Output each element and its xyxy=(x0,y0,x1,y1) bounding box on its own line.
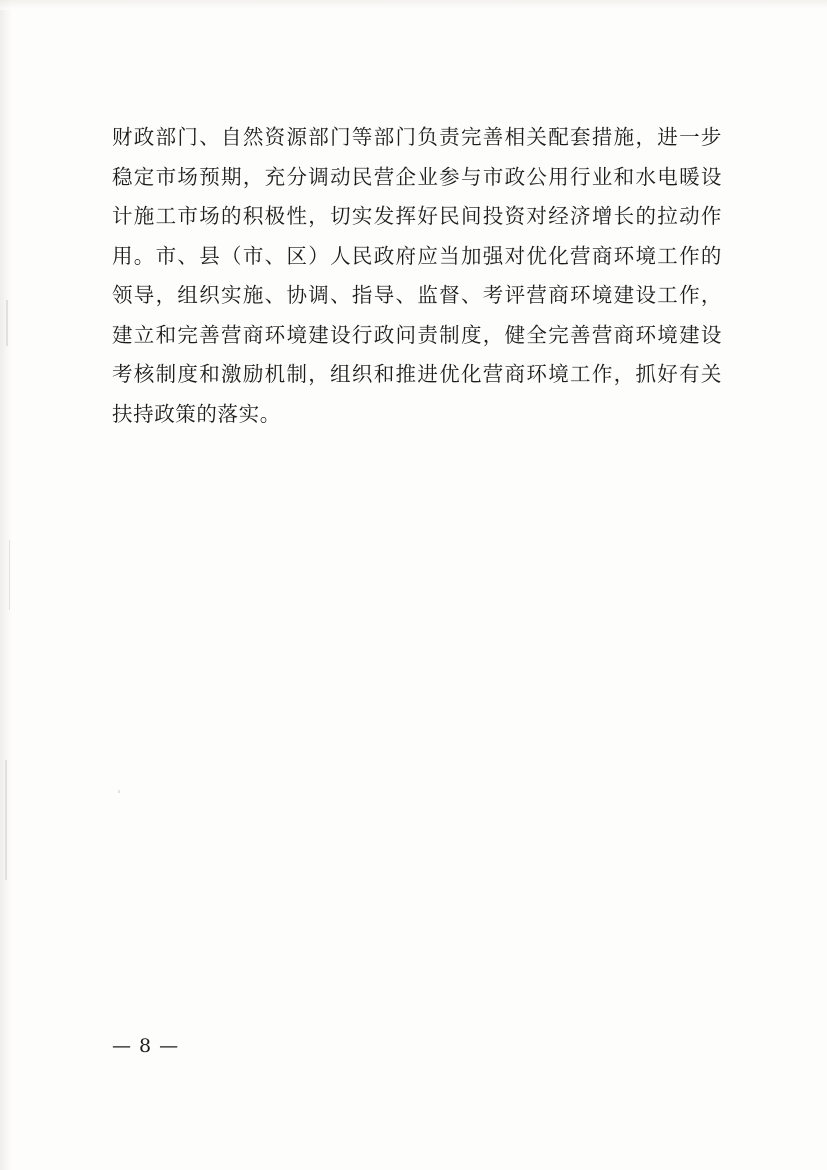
page-number: — 8 — xyxy=(112,1035,180,1057)
body-line: 稳定市场预期，充分调动民营企业参与市政公用行业和水电暖设 xyxy=(112,164,722,189)
body-line: 建立和完善营商环境建设行政问责制度，健全完善营商环境建设 xyxy=(112,322,722,347)
body-line: 财政部门、自然资源部门等部门负责完善相关配套措施，进一步 xyxy=(112,125,722,149)
scan-artifact-speck xyxy=(6,300,8,346)
scan-artifact-speck xyxy=(5,760,7,880)
scan-edge-shadow-left xyxy=(0,0,14,1170)
body-paragraph xyxy=(112,118,722,434)
body-line: 考核制度和激励机制，组织和推进优化营商环境工作，抓好有关 xyxy=(112,362,722,386)
body-line: 扶持政策的落实。 xyxy=(112,401,281,426)
body-line: 用。市、县（市、区）人民政府应当加强对优化营商环境工作的 xyxy=(112,243,722,268)
body-line: 计施工市场的积极性，切实发挥好民间投资对经济增长的拉动作 xyxy=(112,204,722,228)
scan-artifact-speck xyxy=(118,790,120,793)
scan-artifact-speck xyxy=(9,540,10,610)
body-line: 领导，组织实施、协调、指导、监督、考评营商环境建设工作， xyxy=(112,283,722,307)
scan-edge-shadow-top xyxy=(0,0,827,10)
